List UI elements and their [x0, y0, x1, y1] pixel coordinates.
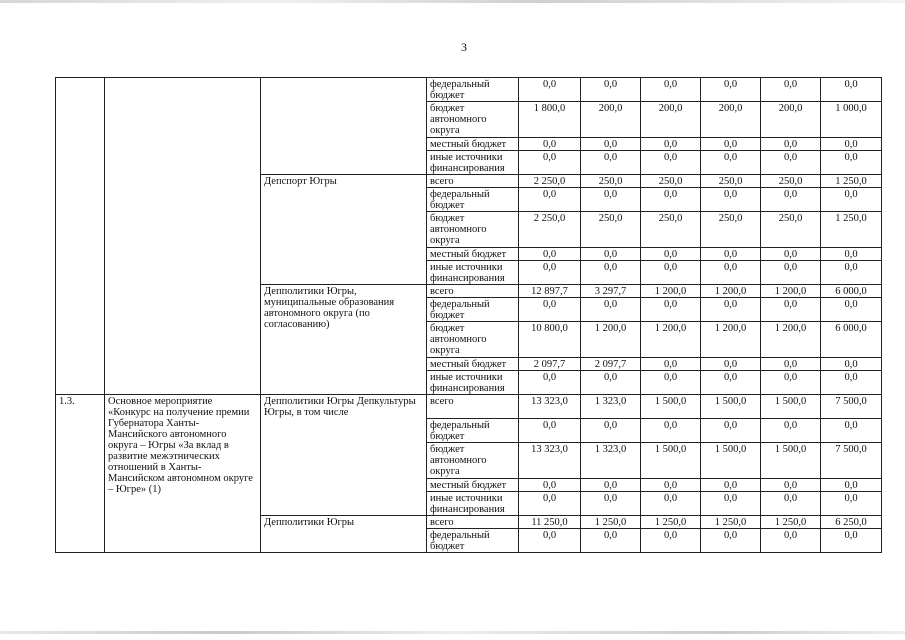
value-year-2: 0,0 [641, 371, 701, 395]
budget-table [55, 77, 882, 553]
value-period: 7 500,0 [821, 443, 882, 479]
funding-source: федеральный бюджет [427, 419, 519, 443]
funding-source: федеральный бюджет [427, 188, 519, 212]
value-year-4: 0,0 [761, 248, 821, 261]
row-number-cell [56, 78, 105, 395]
funding-source: бюджет автономного округа [427, 212, 519, 248]
value-year-3: 0,0 [701, 298, 761, 322]
value-period: 0,0 [821, 151, 882, 175]
executor-cell: Депспорт Югры [261, 175, 427, 285]
value-period: 0,0 [821, 358, 882, 371]
value-year-2: 0,0 [641, 479, 701, 492]
value-total: 0,0 [519, 298, 581, 322]
value-year-1: 1 323,0 [581, 443, 641, 479]
value-period: 1 250,0 [821, 212, 882, 248]
value-year-4: 250,0 [761, 175, 821, 188]
value-year-1: 0,0 [581, 529, 641, 553]
funding-source: иные источники финансирования [427, 492, 519, 516]
value-period: 0,0 [821, 138, 882, 151]
value-period: 7 500,0 [821, 395, 882, 419]
value-year-2: 1 250,0 [641, 516, 701, 529]
value-year-3: 0,0 [701, 261, 761, 285]
value-period: 0,0 [821, 371, 882, 395]
value-year-4: 0,0 [761, 358, 821, 371]
value-total: 0,0 [519, 151, 581, 175]
value-year-4: 0,0 [761, 151, 821, 175]
value-total: 0,0 [519, 248, 581, 261]
value-year-1: 250,0 [581, 212, 641, 248]
value-year-1: 1 250,0 [581, 516, 641, 529]
value-period: 6 000,0 [821, 322, 882, 358]
funding-source: бюджет автономного округа [427, 443, 519, 479]
value-year-3: 0,0 [701, 529, 761, 553]
value-total: 0,0 [519, 419, 581, 443]
value-year-3: 0,0 [701, 151, 761, 175]
value-year-3: 1 200,0 [701, 322, 761, 358]
funding-source: иные источники финансирования [427, 151, 519, 175]
value-year-1: 250,0 [581, 175, 641, 188]
funding-source: федеральный бюджет [427, 529, 519, 553]
value-total: 0,0 [519, 78, 581, 102]
funding-source: местный бюджет [427, 358, 519, 371]
value-year-2: 250,0 [641, 212, 701, 248]
value-year-4: 0,0 [761, 138, 821, 151]
funding-source: иные источники финансирования [427, 371, 519, 395]
funding-source: всего [427, 516, 519, 529]
value-year-4: 0,0 [761, 78, 821, 102]
value-year-3: 0,0 [701, 358, 761, 371]
value-year-3: 250,0 [701, 212, 761, 248]
value-year-1: 0,0 [581, 492, 641, 516]
executor-cell: Депполитики Югры Депкультуры Югры, в том числе [261, 395, 427, 516]
value-year-2: 0,0 [641, 419, 701, 443]
value-year-4: 0,0 [761, 492, 821, 516]
scan-edge-bottom [0, 631, 905, 634]
funding-source: иные источники финансирования [427, 261, 519, 285]
value-year-4: 1 500,0 [761, 443, 821, 479]
value-year-1: 0,0 [581, 188, 641, 212]
value-total: 2 097,7 [519, 358, 581, 371]
value-year-3: 0,0 [701, 419, 761, 443]
value-year-2: 0,0 [641, 298, 701, 322]
executor-cell [261, 78, 427, 175]
value-year-1: 0,0 [581, 419, 641, 443]
value-year-2: 1 200,0 [641, 322, 701, 358]
value-total: 0,0 [519, 138, 581, 151]
value-year-4: 1 250,0 [761, 516, 821, 529]
value-year-1: 2 097,7 [581, 358, 641, 371]
value-year-3: 0,0 [701, 492, 761, 516]
value-year-1: 200,0 [581, 102, 641, 138]
value-year-4: 0,0 [761, 188, 821, 212]
value-year-4: 250,0 [761, 212, 821, 248]
value-period: 1 250,0 [821, 175, 882, 188]
value-total: 12 897,7 [519, 285, 581, 298]
value-total: 0,0 [519, 261, 581, 285]
value-total: 2 250,0 [519, 212, 581, 248]
value-year-3: 1 500,0 [701, 395, 761, 419]
value-year-4: 1 200,0 [761, 285, 821, 298]
page-number: 3 [461, 40, 467, 54]
value-year-4: 1 200,0 [761, 322, 821, 358]
value-year-4: 0,0 [761, 419, 821, 443]
funding-source: местный бюджет [427, 138, 519, 151]
value-period: 0,0 [821, 419, 882, 443]
value-period: 0,0 [821, 78, 882, 102]
value-period: 0,0 [821, 298, 882, 322]
value-year-1: 0,0 [581, 261, 641, 285]
value-year-3: 1 250,0 [701, 516, 761, 529]
value-total: 13 323,0 [519, 443, 581, 479]
value-year-2: 0,0 [641, 188, 701, 212]
value-year-4: 0,0 [761, 298, 821, 322]
value-year-2: 0,0 [641, 492, 701, 516]
funding-source: федеральный бюджет [427, 78, 519, 102]
value-year-3: 250,0 [701, 175, 761, 188]
value-year-2: 0,0 [641, 358, 701, 371]
row-number-cell: 1.3. [56, 395, 105, 553]
value-year-4: 0,0 [761, 479, 821, 492]
value-period: 6 250,0 [821, 516, 882, 529]
funding-source: всего [427, 395, 519, 419]
value-year-3: 0,0 [701, 479, 761, 492]
value-year-3: 0,0 [701, 138, 761, 151]
value-total: 10 800,0 [519, 322, 581, 358]
value-total: 0,0 [519, 371, 581, 395]
value-year-2: 0,0 [641, 151, 701, 175]
value-year-3: 200,0 [701, 102, 761, 138]
value-period: 0,0 [821, 188, 882, 212]
value-year-4: 0,0 [761, 371, 821, 395]
executor-cell: Депполитики Югры, муниципальные образования автономного округа (по согласованию) [261, 285, 427, 395]
value-period: 1 000,0 [821, 102, 882, 138]
value-year-3: 1 500,0 [701, 443, 761, 479]
value-year-1: 0,0 [581, 138, 641, 151]
value-year-1: 0,0 [581, 151, 641, 175]
value-period: 0,0 [821, 261, 882, 285]
value-year-2: 250,0 [641, 175, 701, 188]
funding-source: всего [427, 285, 519, 298]
value-total: 1 800,0 [519, 102, 581, 138]
measure-name-cell: Основное мероприятие «Конкурс на получение премии Губернатора Ханты-Мансийского автономного округа – Югры «За вклад в развитие межэтнических отношений в Ханты-Мансийском автономном округе – Югре» (1) [105, 395, 261, 553]
value-year-3: 0,0 [701, 188, 761, 212]
funding-source: бюджет автономного округа [427, 322, 519, 358]
value-year-3: 0,0 [701, 371, 761, 395]
value-year-4: 200,0 [761, 102, 821, 138]
value-period: 0,0 [821, 248, 882, 261]
value-year-2: 0,0 [641, 78, 701, 102]
funding-source: федеральный бюджет [427, 298, 519, 322]
value-year-1: 0,0 [581, 371, 641, 395]
value-year-3: 0,0 [701, 248, 761, 261]
funding-source: бюджет автономного округа [427, 102, 519, 138]
value-year-1: 1 200,0 [581, 322, 641, 358]
table-row [56, 78, 882, 102]
value-year-2: 200,0 [641, 102, 701, 138]
value-year-3: 0,0 [701, 78, 761, 102]
value-year-1: 3 297,7 [581, 285, 641, 298]
value-year-1: 0,0 [581, 78, 641, 102]
value-year-2: 1 200,0 [641, 285, 701, 298]
scan-edge-top [0, 0, 905, 3]
funding-source: местный бюджет [427, 248, 519, 261]
value-year-2: 1 500,0 [641, 443, 701, 479]
value-total: 0,0 [519, 188, 581, 212]
value-year-1: 0,0 [581, 479, 641, 492]
value-total: 13 323,0 [519, 395, 581, 419]
value-year-2: 1 500,0 [641, 395, 701, 419]
value-year-2: 0,0 [641, 261, 701, 285]
funding-source: всего [427, 175, 519, 188]
value-total: 0,0 [519, 492, 581, 516]
value-year-2: 0,0 [641, 529, 701, 553]
table-row [56, 395, 882, 419]
value-total: 11 250,0 [519, 516, 581, 529]
value-year-3: 1 200,0 [701, 285, 761, 298]
value-year-4: 0,0 [761, 529, 821, 553]
value-period: 0,0 [821, 529, 882, 553]
value-period: 0,0 [821, 479, 882, 492]
value-year-1: 1 323,0 [581, 395, 641, 419]
value-year-1: 0,0 [581, 248, 641, 261]
value-total: 0,0 [519, 479, 581, 492]
value-year-2: 0,0 [641, 248, 701, 261]
funding-source: местный бюджет [427, 479, 519, 492]
measure-name-cell [105, 78, 261, 395]
value-period: 0,0 [821, 492, 882, 516]
executor-cell: Депполитики Югры [261, 516, 427, 553]
value-total: 2 250,0 [519, 175, 581, 188]
value-year-4: 0,0 [761, 261, 821, 285]
value-year-1: 0,0 [581, 298, 641, 322]
value-period: 6 000,0 [821, 285, 882, 298]
value-total: 0,0 [519, 529, 581, 553]
value-year-4: 1 500,0 [761, 395, 821, 419]
value-year-2: 0,0 [641, 138, 701, 151]
